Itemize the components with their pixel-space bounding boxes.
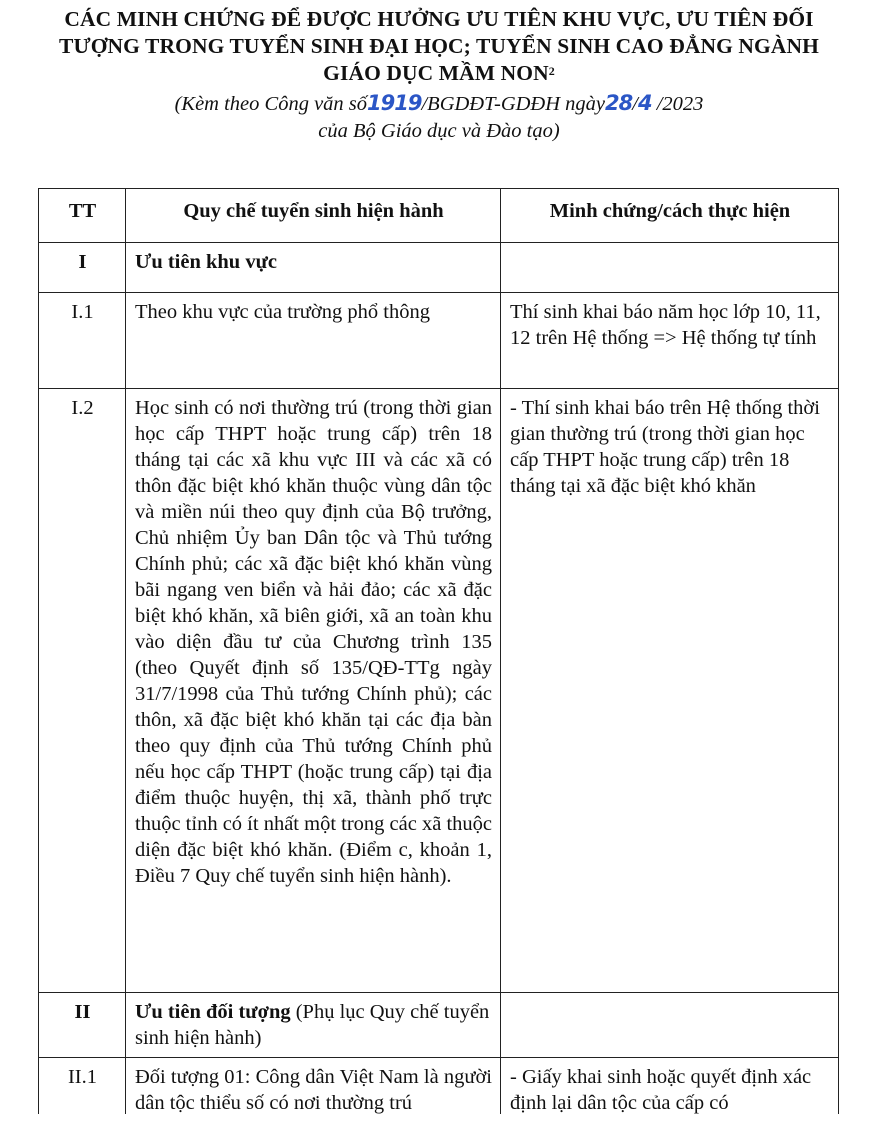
header-regulation: Quy chế tuyển sinh hiện hành (126, 189, 501, 243)
row-regulation-rest: (Phụ lục Quy chế tuyển sinh hiện hành) (135, 1001, 490, 1049)
row-tt: I.2 (39, 389, 126, 993)
table-header-row (39, 189, 839, 243)
title-line-3 (20, 60, 858, 87)
row-evidence (501, 993, 839, 1058)
year-text: /2023 (651, 93, 704, 115)
evidence-table (38, 188, 839, 1114)
subtitle-line-2: của Bộ Giáo dục và Đào tạo) (318, 120, 560, 142)
subtitle-line-1 (20, 90, 858, 118)
row-tt: II.1 (39, 1058, 126, 1115)
footnote-mark: 2 (548, 64, 555, 78)
table-row (39, 293, 839, 389)
subtitle-middle: /BGDĐT-GDĐH ngày (421, 93, 606, 115)
header-evidence: Minh chứng/cách thực hiện (501, 189, 839, 243)
row-regulation: Đối tượng 01: Công dân Việt Nam là người dân tộc thiểu số có nơi thường trú (126, 1058, 501, 1115)
subtitle-prefix: (Kèm theo Công văn số (174, 93, 368, 115)
row-regulation-bold: Ưu tiên đối tượng (135, 1001, 291, 1023)
header-tt: TT (39, 189, 126, 243)
row-regulation: Học sinh có nơi thường trú (trong thời gian học cấp THPT hoặc trung cấp) trên 18 tháng tại các xã khu vực III và các xã có thôn đặc biệt khó khăn thuộc vùng dân tộc và miền núi theo quy định của Bộ trưởng, Chủ nhiệm Ủy ban Dân tộc và Thủ tướng Chính phủ; các xã đặc biệt khó khăn vùng bãi ngang ven biển và hải đảo; các xã đặc biệt khó khăn, xã biên giới, xã an toàn khu vào diện đầu tư của Chương trình 135 (theo Quyết định số 135/QĐ-TTg ngày 31/7/1998 của Thủ tướng Chính phủ); các thôn, xã đặc biệt khó khăn tại các địa bàn theo quy định của Thủ tướng Chính phủ nếu học cấp THPT (hoặc trung cấp) tại địa điểm thuộc huyện, thị xã, thành phố trực thuộc tỉnh có ít nhất một trong các xã thuộc diện đặc biệt khó khăn. (Điểm c, khoản 1, Điều 7 Quy chế tuyển sinh hiện hành). (126, 389, 501, 993)
document-subtitle (20, 90, 858, 145)
row-evidence: - Giấy khai sinh hoặc quyết định xác định lại dân tộc của cấp có (501, 1058, 839, 1115)
table-row (39, 243, 839, 293)
row-tt: I (39, 243, 126, 293)
row-regulation: Ưu tiên khu vực (126, 243, 501, 293)
date-separator: / (632, 93, 638, 115)
table-row (39, 993, 839, 1058)
table-row (39, 1058, 839, 1115)
handwritten-day: 28 (605, 91, 633, 115)
table-row (39, 389, 839, 993)
document-title (20, 6, 858, 87)
title-line-2: TƯỢNG TRONG TUYỂN SINH ĐẠI HỌC; TUYỂN SINH CAO ĐẲNG NGÀNH (59, 34, 819, 58)
row-regulation (126, 993, 501, 1058)
row-evidence: Thí sinh khai báo năm học lớp 10, 11, 12 trên Hệ thống => Hệ thống tự tính (501, 293, 839, 389)
title-line-3-text: GIÁO DỤC MẦM NON (323, 61, 549, 85)
row-evidence: - Thí sinh khai báo trên Hệ thống thời gian thường trú (trong thời gian học cấp THPT hoặc trung cấp) trên 18 tháng tại xã đặc biệt khó khăn (501, 389, 839, 993)
row-regulation: Theo khu vực của trường phổ thông (126, 293, 501, 389)
row-evidence (501, 243, 839, 293)
handwritten-month: 4 (637, 91, 652, 115)
row-tt: II (39, 993, 126, 1058)
handwritten-doc-number: 1919 (367, 91, 422, 115)
title-line-1: CÁC MINH CHỨNG ĐỂ ĐƯỢC HƯỞNG ƯU TIÊN KHU VỰC, ƯU TIÊN ĐỐI (64, 7, 814, 31)
row-tt: I.1 (39, 293, 126, 389)
